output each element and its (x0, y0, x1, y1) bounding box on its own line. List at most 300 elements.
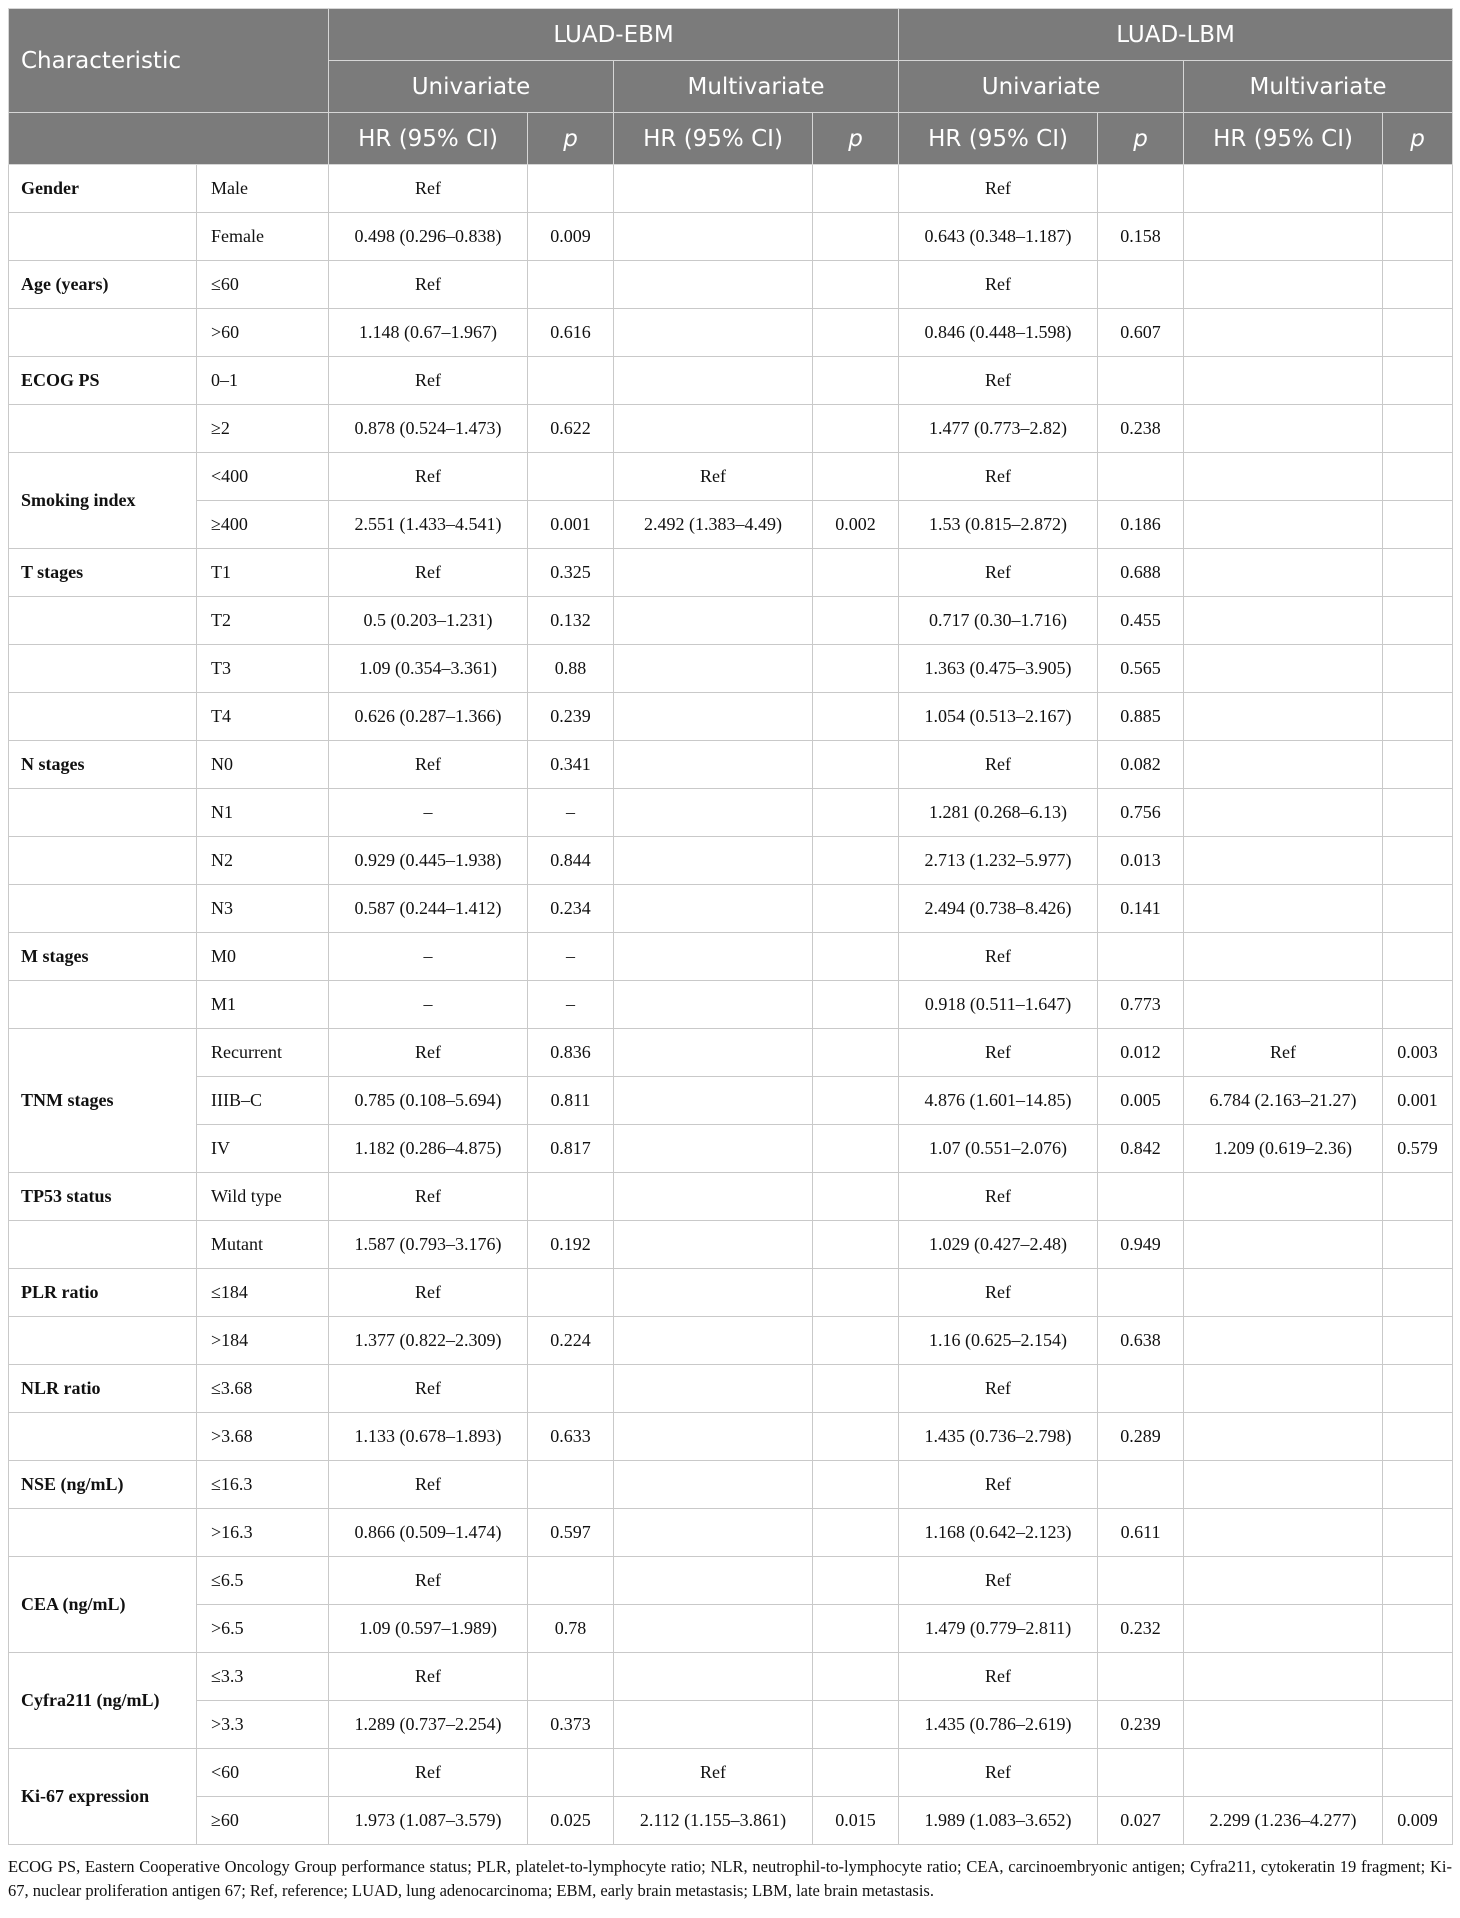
ebm-uni-p-cell: 0.811 (528, 1077, 614, 1125)
ebm-uni-hr-cell: – (329, 981, 528, 1029)
lbm-uni-p-cell: 0.158 (1098, 213, 1184, 261)
lbm-uni-hr-cell: 4.876 (1.601–14.85) (899, 1077, 1098, 1125)
ebm-uni-hr-cell: Ref (329, 357, 528, 405)
lbm-multi-hr-cell (1184, 1557, 1383, 1605)
lbm-uni-hr-cell: Ref (899, 357, 1098, 405)
lbm-uni-hr-cell: 1.435 (0.786–2.619) (899, 1701, 1098, 1749)
lbm-uni-p-cell: 0.005 (1098, 1077, 1184, 1125)
lbm-uni-hr-cell: 1.07 (0.551–2.076) (899, 1125, 1098, 1173)
lbm-uni-p-cell (1098, 1749, 1184, 1797)
lbm-uni-hr-cell: 0.717 (0.30–1.716) (899, 597, 1098, 645)
lbm-uni-p-cell: 0.773 (1098, 981, 1184, 1029)
category-cell: ≥400 (197, 501, 329, 549)
lbm-uni-p-cell: 0.012 (1098, 1029, 1184, 1077)
ebm-uni-p-cell: 0.234 (528, 885, 614, 933)
lbm-multi-hr-cell: 1.209 (0.619–2.36) (1184, 1125, 1383, 1173)
ebm-uni-p-cell (528, 1557, 614, 1605)
ebm-multi-hr-cell (614, 981, 813, 1029)
lbm-uni-p-cell (1098, 1461, 1184, 1509)
category-cell: ≥2 (197, 405, 329, 453)
category-cell: ≤3.68 (197, 1365, 329, 1413)
category-cell: M0 (197, 933, 329, 981)
category-cell: >16.3 (197, 1509, 329, 1557)
ebm-uni-hr-cell: Ref (329, 165, 528, 213)
lbm-uni-hr-cell: Ref (899, 1173, 1098, 1221)
lbm-uni-hr-cell: 1.435 (0.736–2.798) (899, 1413, 1098, 1461)
table-footnote: ECOG PS, Eastern Cooperative Oncology Group performance status; PLR, platelet-to-lymphocyte ratio; NLR, neutrophil-to-lymphocyte ratio; CEA, carcinoembryonic antigen; Cyfra211, cytokeratin 19 fragment; Ki-67, nuclear proliferation antigen 67; Ref, reference; LUAD, lung adenocarcinoma; EBM, early brain metastasis; LBM, late brain metastasis. (8, 1857, 1452, 1900)
ebm-uni-hr-cell: Ref (329, 1557, 528, 1605)
ebm-uni-p-cell: 0.633 (528, 1413, 614, 1461)
ebm-uni-p-cell: 0.616 (528, 309, 614, 357)
lbm-multi-hr-cell (1184, 1317, 1383, 1365)
ebm-multi-p-cell (813, 453, 899, 501)
characteristic-cell (9, 981, 197, 1029)
ebm-multi-hr-cell: Ref (614, 453, 813, 501)
table-row (9, 1029, 1453, 1077)
table-body (9, 165, 1453, 1845)
lbm-uni-p-cell (1098, 933, 1184, 981)
ebm-multi-p-cell (813, 1557, 899, 1605)
ebm-uni-hr-cell: Ref (329, 549, 528, 597)
lbm-uni-p-cell (1098, 1269, 1184, 1317)
lbm-uni-hr-cell: 1.479 (0.779–2.811) (899, 1605, 1098, 1653)
characteristic-cell (9, 405, 197, 453)
lbm-multi-hr-cell (1184, 741, 1383, 789)
ebm-uni-p-cell: – (528, 789, 614, 837)
lbm-uni-p-cell (1098, 165, 1184, 213)
ebm-uni-p-cell: 0.341 (528, 741, 614, 789)
ebm-uni-p-cell (528, 165, 614, 213)
lbm-uni-p-cell (1098, 261, 1184, 309)
lbm-multi-hr-cell (1184, 549, 1383, 597)
lbm-multi-hr-cell (1184, 1605, 1383, 1653)
lbm-multi-hr-cell (1184, 1461, 1383, 1509)
lbm-uni-hr-cell: 1.168 (0.642–2.123) (899, 1509, 1098, 1557)
hr-header: HR (95% CI) (614, 113, 813, 165)
table-row (9, 1701, 1453, 1749)
lbm-multi-p-cell (1383, 405, 1453, 453)
ebm-uni-p-cell (528, 1269, 614, 1317)
ebm-multi-p-cell (813, 213, 899, 261)
lbm-uni-hr-cell: Ref (899, 453, 1098, 501)
ebm-multi-hr-cell (614, 1461, 813, 1509)
hr-header: HR (95% CI) (329, 113, 528, 165)
characteristic-cell (9, 1509, 197, 1557)
lbm-uni-p-cell: 0.607 (1098, 309, 1184, 357)
table-row (9, 1557, 1453, 1605)
category-cell: N1 (197, 789, 329, 837)
lbm-uni-p-cell: 0.238 (1098, 405, 1184, 453)
category-cell: Female (197, 213, 329, 261)
category-cell: IIIB–C (197, 1077, 329, 1125)
category-cell: N0 (197, 741, 329, 789)
ebm-uni-hr-cell: 1.133 (0.678–1.893) (329, 1413, 528, 1461)
ebm-uni-hr-cell: Ref (329, 1365, 528, 1413)
ebm-uni-p-cell (528, 1653, 614, 1701)
lbm-multi-p-cell (1383, 1365, 1453, 1413)
lbm-uni-p-cell: 0.232 (1098, 1605, 1184, 1653)
table-row (9, 1077, 1453, 1125)
ebm-uni-hr-cell: 0.878 (0.524–1.473) (329, 405, 528, 453)
ebm-multi-hr-cell (614, 309, 813, 357)
ebm-multi-p-cell (813, 357, 899, 405)
ebm-multi-p-cell (813, 1125, 899, 1173)
table-row (9, 453, 1453, 501)
lbm-uni-p-cell: 0.638 (1098, 1317, 1184, 1365)
ebm-multi-p-cell (813, 309, 899, 357)
table-row (9, 1605, 1453, 1653)
category-cell: Wild type (197, 1173, 329, 1221)
characteristic-cell: PLR ratio (9, 1269, 197, 1317)
ebm-uni-hr-cell: 0.626 (0.287–1.366) (329, 693, 528, 741)
ebm-uni-p-cell: – (528, 933, 614, 981)
ebm-multi-hr-cell (614, 1557, 813, 1605)
ebm-multi-hr-cell (614, 1317, 813, 1365)
ebm-multi-p-cell (813, 405, 899, 453)
lbm-uni-hr-cell: 2.494 (0.738–8.426) (899, 885, 1098, 933)
lbm-uni-hr-cell: 1.029 (0.427–2.48) (899, 1221, 1098, 1269)
lbm-multi-p-cell (1383, 1461, 1453, 1509)
characteristic-cell: Age (years) (9, 261, 197, 309)
lbm-multi-p-cell (1383, 1653, 1453, 1701)
lbm-multi-p-cell (1383, 213, 1453, 261)
ebm-multi-hr-cell: 2.492 (1.383–4.49) (614, 501, 813, 549)
ebm-uni-p-cell: 0.88 (528, 645, 614, 693)
ebm-uni-p-cell (528, 1365, 614, 1413)
category-cell: ≤6.5 (197, 1557, 329, 1605)
ebm-multi-hr-cell (614, 1365, 813, 1413)
ebm-multi-hr-cell (614, 837, 813, 885)
lbm-multi-p-cell (1383, 933, 1453, 981)
lbm-multi-hr-cell (1184, 693, 1383, 741)
ebm-multi-p-cell (813, 1461, 899, 1509)
table-row (9, 885, 1453, 933)
ebm-uni-hr-cell: Ref (329, 1653, 528, 1701)
category-cell: <60 (197, 1749, 329, 1797)
lbm-multi-hr-cell (1184, 597, 1383, 645)
table-row (9, 1797, 1453, 1845)
lbm-multi-p-cell (1383, 1749, 1453, 1797)
category-cell: Mutant (197, 1221, 329, 1269)
analysis-header-lbm-multivariate: Multivariate (1184, 61, 1453, 113)
group-header-ebm: LUAD-EBM (329, 9, 899, 61)
lbm-multi-p-cell (1383, 1557, 1453, 1605)
lbm-uni-hr-cell: Ref (899, 1461, 1098, 1509)
ebm-uni-p-cell (528, 1461, 614, 1509)
lbm-multi-p-cell (1383, 1509, 1453, 1557)
hr-header: HR (95% CI) (899, 113, 1098, 165)
table-row (9, 1173, 1453, 1221)
lbm-multi-p-cell (1383, 645, 1453, 693)
ebm-multi-p-cell (813, 741, 899, 789)
ebm-multi-hr-cell (614, 741, 813, 789)
ebm-uni-p-cell: 0.132 (528, 597, 614, 645)
category-cell: T2 (197, 597, 329, 645)
ebm-multi-p-cell (813, 1509, 899, 1557)
characteristic-cell (9, 309, 197, 357)
table-row (9, 1461, 1453, 1509)
ebm-multi-hr-cell (614, 261, 813, 309)
table-row (9, 1749, 1453, 1797)
ebm-multi-p-cell: 0.015 (813, 1797, 899, 1845)
characteristic-cell (9, 645, 197, 693)
ebm-multi-p-cell (813, 1365, 899, 1413)
lbm-multi-p-cell (1383, 1173, 1453, 1221)
ebm-uni-p-cell: 0.192 (528, 1221, 614, 1269)
lbm-multi-p-cell (1383, 981, 1453, 1029)
table-row (9, 789, 1453, 837)
lbm-multi-hr-cell (1184, 405, 1383, 453)
group-header-lbm: LUAD-LBM (899, 9, 1453, 61)
table-row (9, 165, 1453, 213)
lbm-multi-hr-cell (1184, 1365, 1383, 1413)
lbm-multi-p-cell (1383, 549, 1453, 597)
lbm-uni-hr-cell: 0.918 (0.511–1.647) (899, 981, 1098, 1029)
lbm-uni-hr-cell: Ref (899, 1749, 1098, 1797)
ebm-multi-hr-cell (614, 549, 813, 597)
p-header: p (1098, 113, 1184, 165)
characteristic-cell: Smoking index (9, 453, 197, 549)
lbm-uni-p-cell (1098, 1365, 1184, 1413)
ebm-multi-hr-cell: 2.112 (1.155–3.861) (614, 1797, 813, 1845)
ebm-uni-hr-cell: 0.498 (0.296–0.838) (329, 213, 528, 261)
characteristic-cell: Cyfra211 (ng/mL) (9, 1653, 197, 1749)
lbm-multi-p-cell: 0.579 (1383, 1125, 1453, 1173)
lbm-multi-p-cell (1383, 1269, 1453, 1317)
lbm-uni-p-cell: 0.756 (1098, 789, 1184, 837)
ebm-uni-p-cell: 0.325 (528, 549, 614, 597)
lbm-uni-hr-cell: Ref (899, 165, 1098, 213)
ebm-multi-p-cell (813, 1749, 899, 1797)
lbm-multi-p-cell (1383, 741, 1453, 789)
ebm-uni-hr-cell: 0.785 (0.108–5.694) (329, 1077, 528, 1125)
ebm-multi-hr-cell (614, 597, 813, 645)
lbm-multi-p-cell: 0.009 (1383, 1797, 1453, 1845)
lbm-uni-p-cell: 0.455 (1098, 597, 1184, 645)
table-row (9, 261, 1453, 309)
lbm-uni-p-cell (1098, 1557, 1184, 1605)
lbm-uni-p-cell: 0.013 (1098, 837, 1184, 885)
ebm-multi-p-cell: 0.002 (813, 501, 899, 549)
analysis-header-ebm-multivariate: Multivariate (614, 61, 899, 113)
ebm-multi-p-cell (813, 885, 899, 933)
table-row (9, 981, 1453, 1029)
ebm-multi-hr-cell (614, 1701, 813, 1749)
lbm-uni-p-cell: 0.186 (1098, 501, 1184, 549)
category-cell: T1 (197, 549, 329, 597)
characteristic-cell: Gender (9, 165, 197, 213)
ebm-multi-p-cell (813, 1221, 899, 1269)
lbm-multi-p-cell (1383, 1413, 1453, 1461)
ebm-uni-hr-cell: Ref (329, 261, 528, 309)
lbm-multi-p-cell (1383, 1221, 1453, 1269)
ebm-uni-hr-cell: 1.377 (0.822–2.309) (329, 1317, 528, 1365)
table-row (9, 549, 1453, 597)
category-cell: Male (197, 165, 329, 213)
lbm-uni-p-cell (1098, 1173, 1184, 1221)
lbm-uni-p-cell (1098, 453, 1184, 501)
table-row (9, 357, 1453, 405)
lbm-multi-p-cell (1383, 165, 1453, 213)
characteristic-cell: CEA (ng/mL) (9, 1557, 197, 1653)
lbm-multi-hr-cell: 2.299 (1.236–4.277) (1184, 1797, 1383, 1845)
lbm-multi-p-cell (1383, 597, 1453, 645)
lbm-multi-hr-cell (1184, 885, 1383, 933)
category-cell: ≥60 (197, 1797, 329, 1845)
characteristic-header-blank (9, 113, 329, 165)
lbm-multi-p-cell (1383, 357, 1453, 405)
lbm-uni-hr-cell: Ref (899, 1269, 1098, 1317)
lbm-uni-hr-cell: 1.53 (0.815–2.872) (899, 501, 1098, 549)
ebm-uni-hr-cell: Ref (329, 1173, 528, 1221)
lbm-uni-hr-cell: 1.16 (0.625–2.154) (899, 1317, 1098, 1365)
lbm-multi-p-cell (1383, 453, 1453, 501)
ebm-multi-hr-cell (614, 933, 813, 981)
category-cell: <400 (197, 453, 329, 501)
lbm-uni-p-cell: 0.611 (1098, 1509, 1184, 1557)
lbm-uni-hr-cell: 1.281 (0.268–6.13) (899, 789, 1098, 837)
characteristic-cell: NLR ratio (9, 1365, 197, 1413)
table-row (9, 597, 1453, 645)
lbm-uni-p-cell: 0.565 (1098, 645, 1184, 693)
category-cell: >6.5 (197, 1605, 329, 1653)
lbm-multi-hr-cell (1184, 789, 1383, 837)
table-row (9, 741, 1453, 789)
characteristic-cell (9, 597, 197, 645)
ebm-uni-p-cell: 0.239 (528, 693, 614, 741)
lbm-uni-hr-cell: 1.477 (0.773–2.82) (899, 405, 1098, 453)
lbm-multi-hr-cell (1184, 1221, 1383, 1269)
characteristic-cell: TNM stages (9, 1029, 197, 1173)
ebm-uni-p-cell (528, 357, 614, 405)
lbm-uni-hr-cell: Ref (899, 741, 1098, 789)
ebm-multi-p-cell (813, 1077, 899, 1125)
category-cell: Recurrent (197, 1029, 329, 1077)
p-header: p (1383, 113, 1453, 165)
p-header: p (528, 113, 614, 165)
table-row (9, 1269, 1453, 1317)
lbm-uni-p-cell (1098, 1653, 1184, 1701)
lbm-multi-p-cell (1383, 837, 1453, 885)
lbm-multi-hr-cell (1184, 933, 1383, 981)
ebm-uni-p-cell: 0.836 (528, 1029, 614, 1077)
ebm-multi-hr-cell (614, 693, 813, 741)
table-row (9, 501, 1453, 549)
ebm-uni-hr-cell: 1.182 (0.286–4.875) (329, 1125, 528, 1173)
table-row (9, 1509, 1453, 1557)
ebm-multi-hr-cell (614, 357, 813, 405)
characteristic-cell (9, 789, 197, 837)
ebm-multi-p-cell (813, 1653, 899, 1701)
ebm-multi-p-cell (813, 693, 899, 741)
ebm-multi-p-cell (813, 1029, 899, 1077)
ebm-uni-hr-cell: 1.289 (0.737–2.254) (329, 1701, 528, 1749)
lbm-multi-p-cell (1383, 309, 1453, 357)
ebm-multi-hr-cell (614, 1173, 813, 1221)
lbm-uni-hr-cell: 1.054 (0.513–2.167) (899, 693, 1098, 741)
ebm-multi-hr-cell (614, 645, 813, 693)
category-cell: M1 (197, 981, 329, 1029)
ebm-multi-hr-cell (614, 213, 813, 261)
lbm-multi-hr-cell (1184, 453, 1383, 501)
characteristic-header: Characteristic (9, 9, 329, 113)
ebm-uni-hr-cell: Ref (329, 1029, 528, 1077)
ebm-uni-p-cell: 0.025 (528, 1797, 614, 1845)
lbm-uni-hr-cell: Ref (899, 1029, 1098, 1077)
ebm-uni-p-cell: 0.817 (528, 1125, 614, 1173)
ebm-uni-hr-cell: Ref (329, 1749, 528, 1797)
lbm-uni-hr-cell: Ref (899, 1653, 1098, 1701)
lbm-uni-hr-cell: Ref (899, 1365, 1098, 1413)
lbm-uni-hr-cell: 2.713 (1.232–5.977) (899, 837, 1098, 885)
characteristic-cell (9, 213, 197, 261)
ebm-uni-hr-cell: – (329, 933, 528, 981)
lbm-uni-p-cell: 0.688 (1098, 549, 1184, 597)
lbm-uni-p-cell: 0.842 (1098, 1125, 1184, 1173)
lbm-multi-hr-cell (1184, 981, 1383, 1029)
ebm-multi-hr-cell (614, 1653, 813, 1701)
ebm-multi-p-cell (813, 837, 899, 885)
lbm-multi-hr-cell (1184, 165, 1383, 213)
ebm-uni-p-cell: 0.009 (528, 213, 614, 261)
ebm-multi-hr-cell (614, 1509, 813, 1557)
category-cell: ≤60 (197, 261, 329, 309)
characteristic-cell (9, 693, 197, 741)
ebm-uni-p-cell: 0.844 (528, 837, 614, 885)
ebm-multi-p-cell (813, 1701, 899, 1749)
category-cell: >3.68 (197, 1413, 329, 1461)
characteristic-cell (9, 1317, 197, 1365)
ebm-multi-p-cell (813, 549, 899, 597)
ebm-uni-p-cell: – (528, 981, 614, 1029)
characteristic-cell: ECOG PS (9, 357, 197, 405)
ebm-multi-p-cell (813, 1413, 899, 1461)
ebm-multi-hr-cell (614, 885, 813, 933)
ebm-multi-hr-cell (614, 1029, 813, 1077)
table-row (9, 1221, 1453, 1269)
ebm-uni-hr-cell: 1.09 (0.354–3.361) (329, 645, 528, 693)
ebm-uni-hr-cell: – (329, 789, 528, 837)
lbm-uni-p-cell (1098, 357, 1184, 405)
ebm-uni-hr-cell: 0.5 (0.203–1.231) (329, 597, 528, 645)
ebm-multi-hr-cell (614, 1077, 813, 1125)
ebm-uni-hr-cell: Ref (329, 1269, 528, 1317)
lbm-multi-p-cell (1383, 1317, 1453, 1365)
ebm-uni-p-cell (528, 453, 614, 501)
lbm-multi-p-cell: 0.001 (1383, 1077, 1453, 1125)
ebm-multi-p-cell (813, 597, 899, 645)
table-row (9, 1365, 1453, 1413)
lbm-multi-hr-cell (1184, 1173, 1383, 1221)
ebm-multi-p-cell (813, 1173, 899, 1221)
ebm-uni-p-cell: 0.597 (528, 1509, 614, 1557)
ebm-uni-p-cell (528, 1173, 614, 1221)
lbm-multi-hr-cell (1184, 645, 1383, 693)
lbm-uni-hr-cell: 0.846 (0.448–1.598) (899, 309, 1098, 357)
table-row (9, 645, 1453, 693)
characteristic-cell (9, 885, 197, 933)
table-row (9, 213, 1453, 261)
lbm-uni-p-cell: 0.239 (1098, 1701, 1184, 1749)
ebm-multi-hr-cell (614, 1413, 813, 1461)
ebm-multi-p-cell (813, 261, 899, 309)
table-row (9, 1317, 1453, 1365)
ebm-uni-hr-cell: Ref (329, 453, 528, 501)
lbm-multi-p-cell (1383, 789, 1453, 837)
lbm-multi-hr-cell (1184, 213, 1383, 261)
lbm-multi-hr-cell (1184, 837, 1383, 885)
lbm-multi-p-cell (1383, 693, 1453, 741)
